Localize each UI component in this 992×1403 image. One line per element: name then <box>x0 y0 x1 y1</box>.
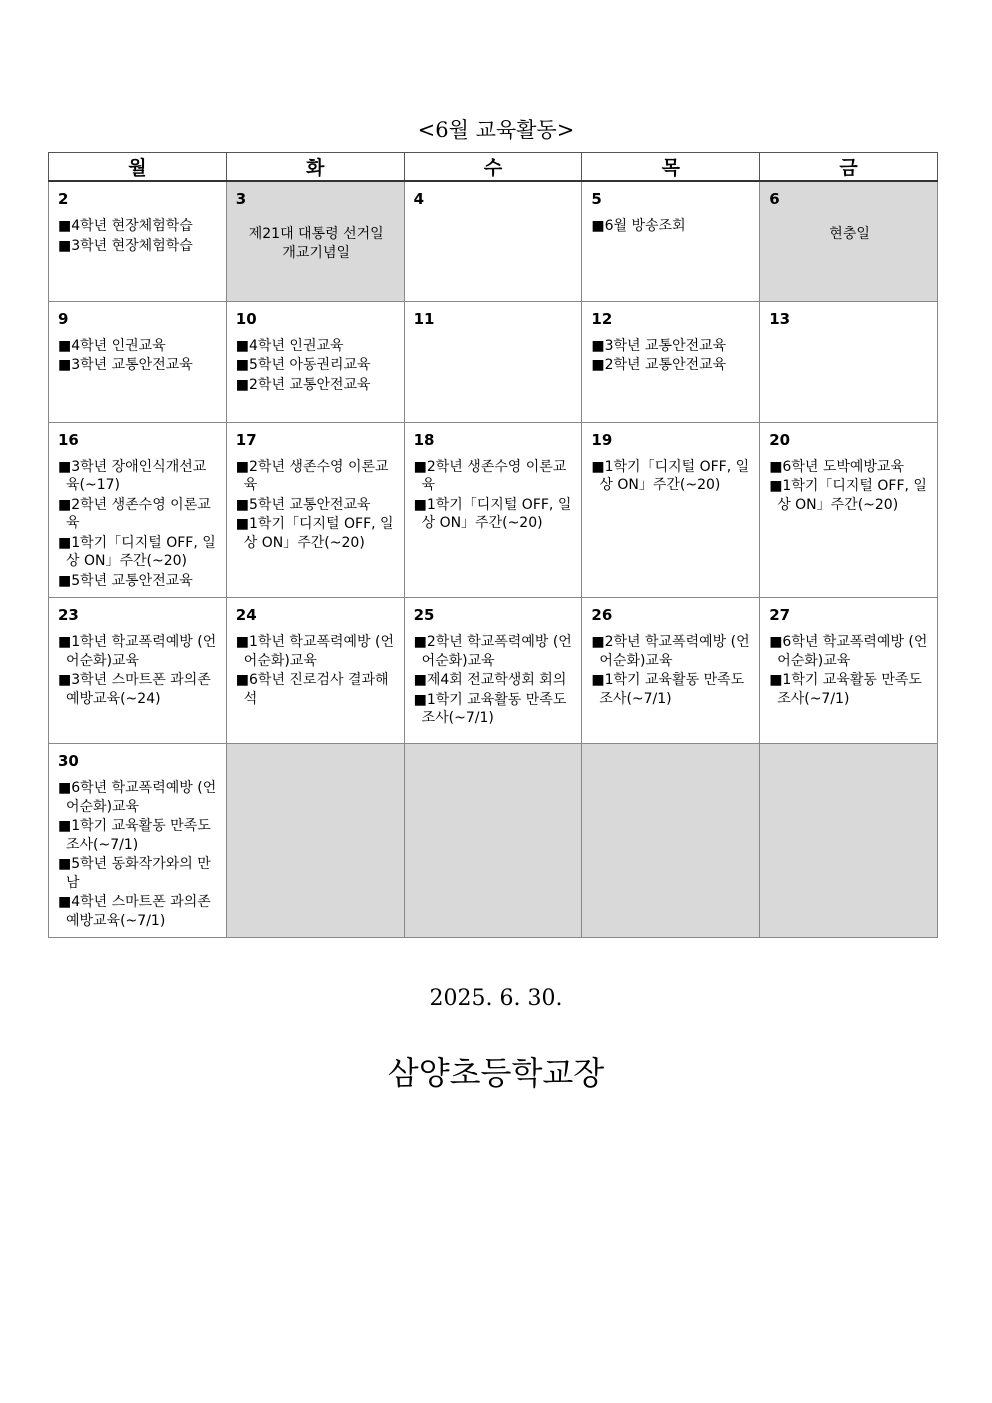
event-item: ■3학년 스마트폰 과의존 예방교육(~24) <box>58 672 211 707</box>
event-item: ■1학기「디지털 OFF, 일상 ON」주간(~20) <box>413 496 572 531</box>
event-item: ■4학년 인권교육 <box>235 337 344 354</box>
calendar-day-cell <box>760 422 938 598</box>
event-item: ■3학년 교통안전교육 <box>591 337 727 354</box>
calendar-day-cell <box>582 598 760 744</box>
calendar-day-cell <box>49 422 227 598</box>
event-item: ■제4회 전교학생회 회의 <box>413 672 567 688</box>
calendar-day-cell <box>49 598 227 744</box>
calendar-week-row <box>49 744 938 938</box>
holiday-label: 제21대 대통령 선거일 개교기념일 <box>248 226 384 261</box>
day-number: 16 <box>58 430 79 449</box>
day-number: 26 <box>591 606 613 624</box>
event-item: ■1학기 교육활동 만족도 조사(~7/1) <box>58 818 211 853</box>
event-item: ■3학년 장애인식개선교육(~17) <box>58 458 207 493</box>
event-item: ■6학년 학교폭력예방 (언어순화)교육 <box>769 634 928 669</box>
calendar-day-cell <box>226 181 404 301</box>
calendar-week-row <box>49 181 938 301</box>
calendar-week-row <box>49 422 938 598</box>
weekday-header: 금 <box>760 153 938 182</box>
calendar-empty-cell <box>226 744 404 938</box>
event-item: ■5학년 교통안전교육 <box>235 496 371 513</box>
event-item: ■6학년 진로검사 결과해석 <box>235 672 389 707</box>
weekday-header: 화 <box>226 153 404 182</box>
event-item: ■1학기「디지털 OFF, 일상 ON」주간(~20) <box>769 478 927 513</box>
calendar-day-cell <box>760 598 938 744</box>
event-item: ■3학년 교통안전교육 <box>58 357 193 373</box>
event-item: ■6학년 도박예방교육 <box>769 458 904 475</box>
event-item: ■1학기「디지털 OFF, 일상 ON」주간(~20) <box>591 458 750 493</box>
day-number: 3 <box>235 190 247 208</box>
event-item: ■1학기 교육활동 만족도 조사(~7/1) <box>413 691 567 726</box>
day-number: 4 <box>413 190 425 208</box>
day-number: 25 <box>413 606 435 624</box>
calendar-day-cell <box>49 301 227 422</box>
school-signature: 삼양초등학교장 <box>387 1054 605 1092</box>
calendar-day-cell <box>582 181 760 301</box>
event-item: ■1학기「디지털 OFF, 일상 ON」주간(~20) <box>235 516 394 551</box>
calendar-day-cell <box>49 744 227 938</box>
weekday-header: 목 <box>582 153 760 182</box>
event-item: ■6월 방송조회 <box>591 218 686 234</box>
calendar-day-cell <box>49 181 227 301</box>
event-item: ■3학년 현장체험학습 <box>58 237 193 254</box>
event-item: ■1학기 교육활동 만족도 조사(~7/1) <box>769 672 922 707</box>
event-item: ■2학년 교통안전교육 <box>591 357 727 373</box>
calendar-day-cell <box>226 422 404 598</box>
calendar-day-cell <box>404 181 582 301</box>
page-title: <6월 교육활동> <box>417 118 575 142</box>
event-item: ■4학년 스마트폰 과의존 예방교육(~7/1) <box>58 894 211 929</box>
calendar-day-cell <box>760 181 938 301</box>
calendar-body <box>49 181 938 938</box>
event-item: ■5학년 교통안전교육 <box>58 572 193 589</box>
calendar-day-cell <box>760 301 938 422</box>
day-number: 27 <box>769 606 791 624</box>
event-item: ■5학년 동화작가와의 만남 <box>58 856 211 891</box>
day-number: 23 <box>58 606 79 624</box>
calendar-week-row <box>49 301 938 422</box>
day-number: 2 <box>58 190 69 208</box>
event-item: ■2학년 생존수영 이론교육 <box>235 458 389 493</box>
calendar-table <box>48 152 938 938</box>
day-number: 10 <box>235 309 257 328</box>
day-number: 13 <box>769 309 791 328</box>
calendar-day-cell <box>582 422 760 598</box>
day-number: 9 <box>58 309 69 328</box>
event-item: ■4학년 현장체험학습 <box>58 218 193 234</box>
calendar-empty-cell <box>404 744 582 938</box>
calendar-day-cell <box>226 598 404 744</box>
day-number: 30 <box>58 752 79 770</box>
day-number: 19 <box>591 430 613 449</box>
weekday-header: 월 <box>49 153 227 182</box>
calendar-day-cell <box>404 422 582 598</box>
day-number: 17 <box>235 430 257 449</box>
event-item: ■1학년 학교폭력예방 (언어순화)교육 <box>58 634 217 669</box>
day-number: 5 <box>591 190 602 208</box>
event-item: ■2학년 학교폭력예방 (언어순화)교육 <box>413 634 572 669</box>
document-date: 2025. 6. 30. <box>429 986 563 1011</box>
calendar-empty-cell <box>760 744 938 938</box>
day-number: 12 <box>591 309 613 328</box>
event-item: ■2학년 교통안전교육 <box>235 376 371 393</box>
calendar-day-cell <box>226 301 404 422</box>
event-item: ■1학기「디지털 OFF, 일상 ON」주간(~20) <box>58 534 216 569</box>
day-number: 24 <box>235 606 257 624</box>
day-number: 11 <box>413 309 435 328</box>
event-item: ■1학기 교육활동 만족도 조사(~7/1) <box>591 672 745 707</box>
event-item: ■2학년 생존수영 이론교육 <box>413 458 567 493</box>
calendar-empty-cell <box>582 744 760 938</box>
event-item: ■1학년 학교폭력예방 (언어순화)교육 <box>235 634 395 669</box>
event-item: ■4학년 인권교육 <box>58 337 166 354</box>
weekday-header-row <box>49 153 938 182</box>
day-number: 20 <box>769 430 791 449</box>
day-number: 6 <box>769 190 780 208</box>
event-item: ■6학년 학교폭력예방 (언어순화)교육 <box>58 780 217 815</box>
event-item: ■2학년 생존수영 이론교육 <box>58 496 211 531</box>
event-item: ■5학년 아동권리교육 <box>235 357 371 373</box>
calendar-week-row <box>49 598 938 744</box>
weekday-header: 수 <box>404 153 582 182</box>
calendar-day-cell <box>582 301 760 422</box>
day-number: 18 <box>413 430 435 449</box>
calendar-day-cell <box>404 301 582 422</box>
holiday-label: 현충일 <box>829 226 870 242</box>
calendar-day-cell <box>404 598 582 744</box>
event-item: ■2학년 학교폭력예방 (언어순화)교육 <box>591 634 750 669</box>
